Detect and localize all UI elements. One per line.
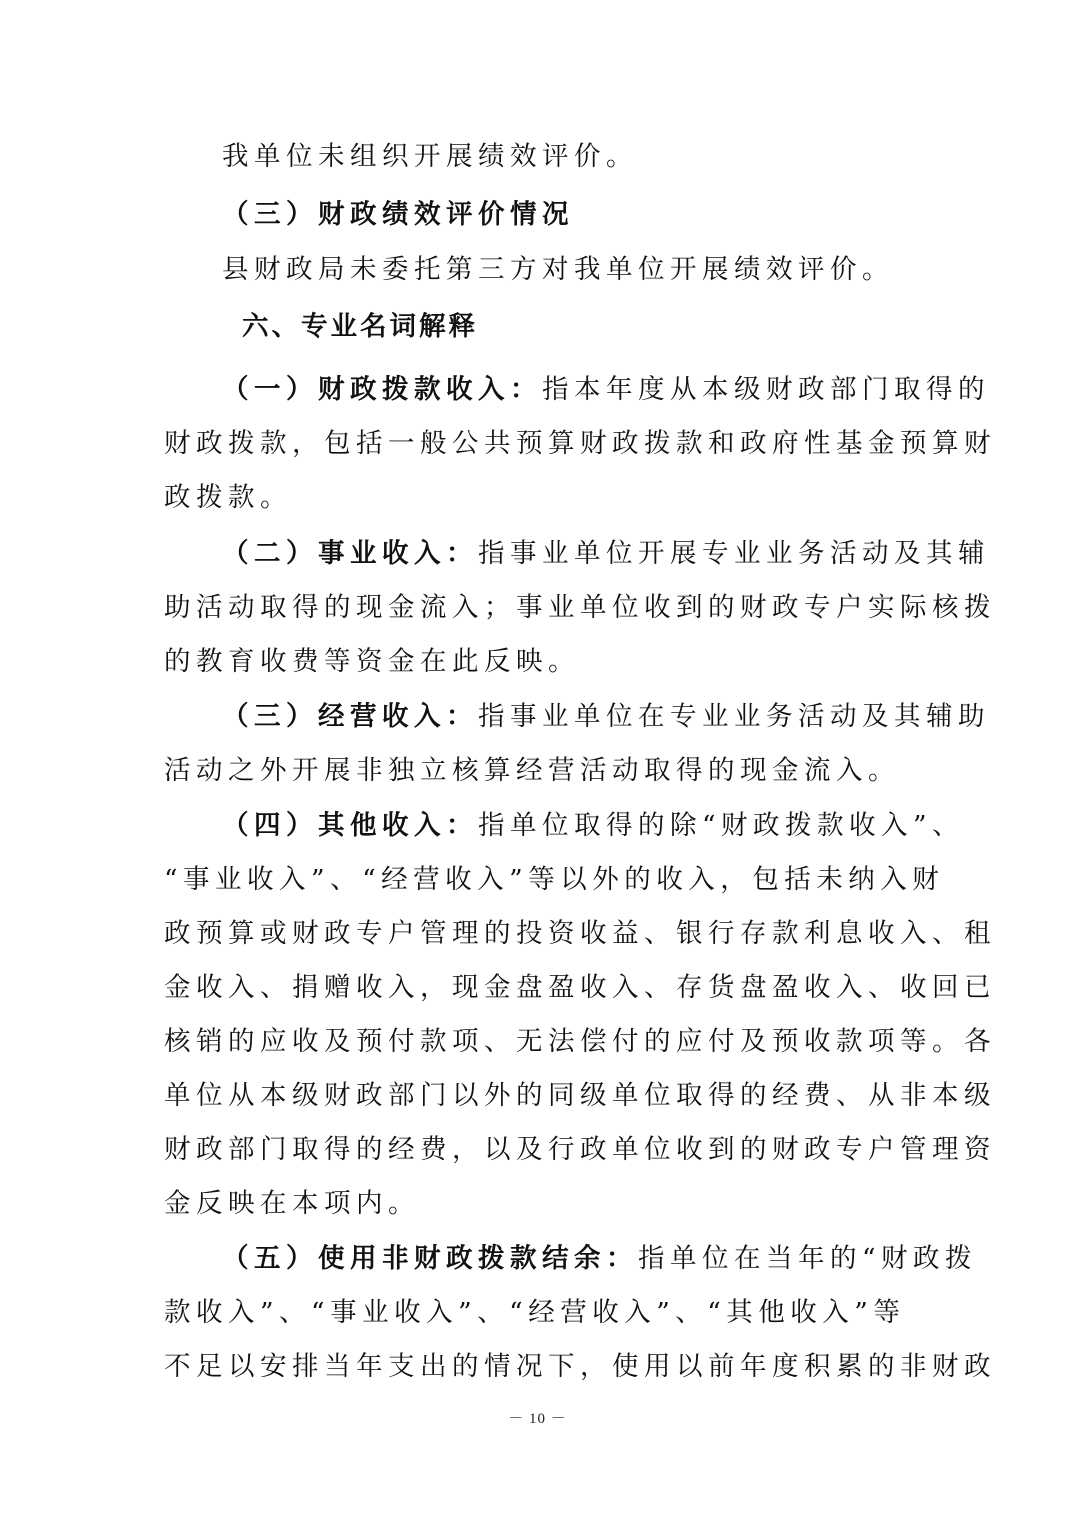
term-non-fiscal-balance-line-1 [222, 1240, 978, 1278]
term-other-income-line-7: 财政部门取得的经费，以及行政单位收到的财政专户管理资 [164, 1134, 996, 1165]
term-label: （一）财政拨款收入： [222, 374, 542, 405]
term-business-income-line-1 [222, 535, 990, 573]
term-operating-income-line-2: 活动之外开展非独立核算经营活动取得的现金流入。 [164, 755, 900, 786]
term-other-income-line-2: “事业收入”、“经营收入”等以外的收入，包括未纳入财 [164, 864, 945, 895]
term-fiscal-appropriation-line-3: 政拨款。 [164, 482, 292, 513]
term-fiscal-appropriation-line-1 [222, 371, 990, 409]
term-text: 指事业单位在专业业务活动及其辅助 [478, 701, 990, 732]
term-other-income-line-4: 金收入、捐赠收入，现金盘盈收入、存货盘盈收入、收回已 [164, 972, 996, 1003]
paragraph-fiscal-evaluation: 县财政局未委托第三方对我单位开展绩效评价。 [222, 254, 894, 285]
section-heading-fiscal-evaluation: （三）财政绩效评价情况 [222, 199, 574, 230]
term-other-income-line-3: 政预算或财政专户管理的投资收益、银行存款利息收入、租 [164, 918, 996, 949]
term-non-fiscal-balance-line-2: 款收入”、“事业收入”、“经营收入”、“其他收入”等 [164, 1297, 906, 1328]
term-fiscal-appropriation-line-2: 财政拨款，包括一般公共预算财政拨款和政府性基金预算财 [164, 428, 996, 459]
term-other-income-line-5: 核销的应收及预付款项、无法偿付的应付及预收款项等。各 [164, 1026, 996, 1057]
section-heading-terms: 六、专业名词解释 [242, 311, 478, 342]
term-text: 指单位在当年的“财政拨 [638, 1243, 978, 1274]
term-business-income-line-2: 助活动取得的现金流入；事业单位收到的财政专户实际核拨 [164, 592, 996, 623]
term-label: （四）其他收入： [222, 810, 478, 841]
term-operating-income-line-1 [222, 698, 990, 736]
term-label: （三）经营收入： [222, 701, 478, 732]
term-text: 指单位取得的除“财政拨款收入”、 [478, 810, 965, 841]
term-other-income-line-8: 金反映在本项内。 [164, 1188, 420, 1219]
term-text: 指事业单位开展专业业务活动及其辅 [478, 538, 990, 569]
page-number: － 10 － [508, 1411, 567, 1427]
term-text: 指本年度从本级财政部门取得的 [542, 374, 990, 405]
term-other-income-line-6: 单位从本级财政部门以外的同级单位取得的经费、从非本级 [164, 1080, 996, 1111]
term-non-fiscal-balance-line-3: 不足以安排当年支出的情况下，使用以前年度积累的非财政 [164, 1351, 996, 1382]
term-label: （五）使用非财政拨款结余： [222, 1243, 638, 1274]
paragraph-no-evaluation: 我单位未组织开展绩效评价。 [222, 141, 638, 172]
term-other-income-line-1 [222, 807, 972, 845]
term-label: （二）事业收入： [222, 538, 478, 569]
term-business-income-line-3: 的教育收费等资金在此反映。 [164, 646, 580, 677]
